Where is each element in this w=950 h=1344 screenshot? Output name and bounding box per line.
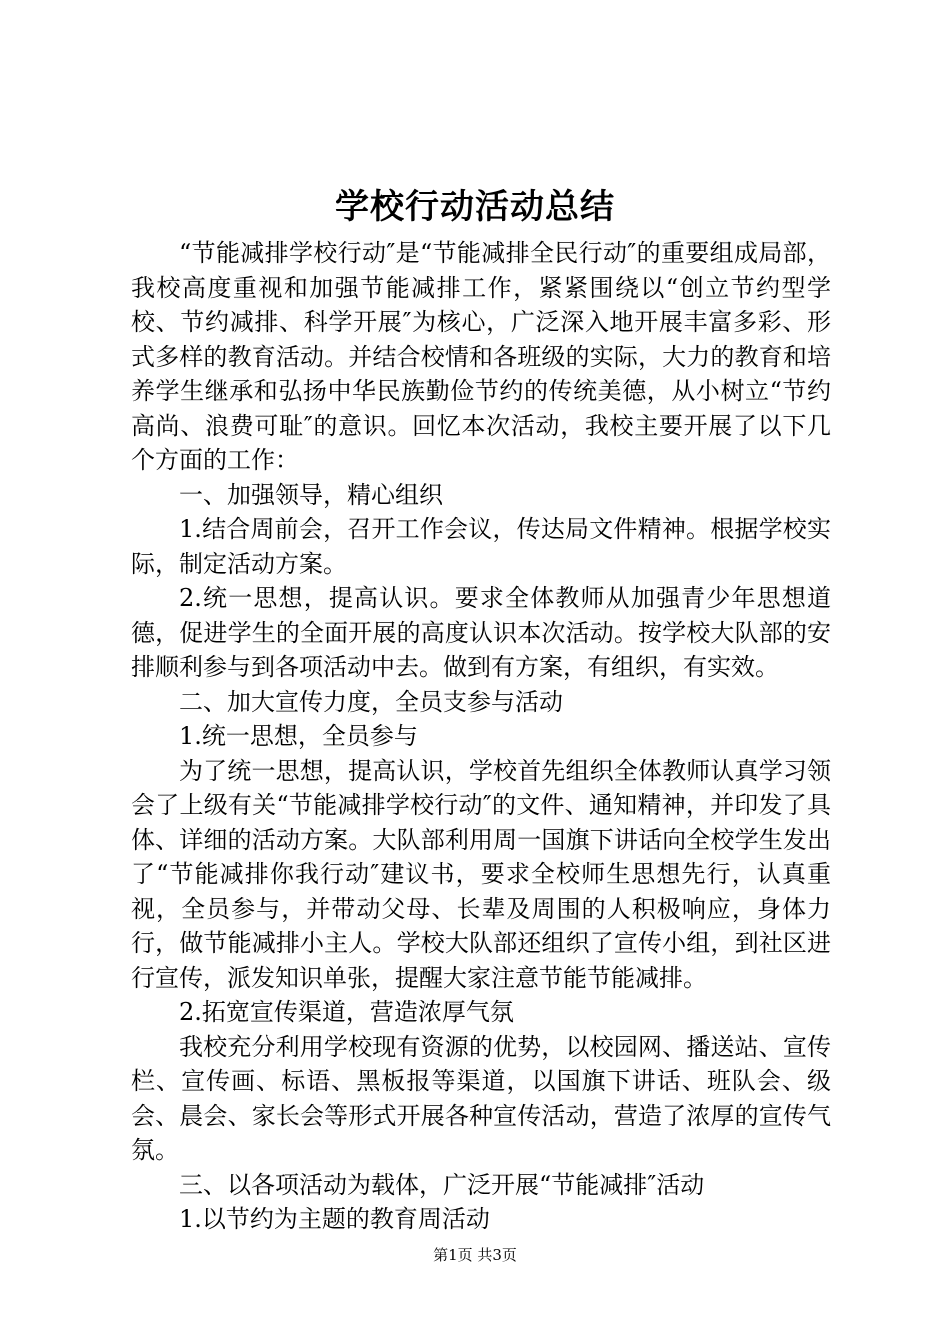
subheading-3-1: 1.以节约为主题的教育周活动	[179, 1205, 490, 1233]
paragraph-item-1-2: 2.统一思想，提高认识。要求全体教师从加强青少年思想道德，促进学生的全面开展的高度认识本次活动。按学校大队部的安排顺利参与到各项活动中去。做到有方案，有组织，有实效。	[131, 584, 831, 681]
section-heading-2: 二、加大宣传力度，全员支参与活动	[179, 687, 563, 716]
page-number: 第1页 共3页	[433, 1246, 517, 1264]
section-heading-1: 一、加强领导，精心组织	[179, 480, 443, 509]
document-title: 学校行动活动总结	[335, 187, 615, 227]
paragraph-2-1: 为了统一思想，提高认识，学校首先组织全体教师认真学习领会了上级有关“节能减排学校行动″的文件、通知精神，并印发了具体、详细的活动方案。大队部利用周一国旗下讲话向全校学生发出了“节能减排你我行动″建议书，要求全校师生思想先行，认真重视，全员参与，并带动父母、长辈及周围的人积极响应，身体力行，做节能减排小主人。学校大队部还组织了宣传小组，到社区进行宣传，派发知识单张，提醒大家注意节能节能减排。	[131, 756, 831, 992]
paragraph-item-1-1: 1.结合周前会，召开工作会议，传达局文件精神。根据学校实际，制定活动方案。	[131, 515, 831, 578]
paragraph-intro: “节能减排学校行动″是“节能减排全民行动″的重要组成局部，我校高度重视和加强节能减排工作，紧紧围绕以“创立节约型学校、节约减排、科学开展″为核心，广泛深入地开展丰富多彩、形式多样的教育活动。并结合校情和各班级的实际，大力的教育和培养学生继承和弘扬中华民族勤俭节约的传统美德，从小树立“节约高尚、浪费可耻″的意识。回忆本次活动，我校主要开展了以下几个方面的工作：	[131, 239, 831, 474]
document-body	[131, 236, 831, 1237]
subheading-2-2: 2.拓宽宣传渠道，营造浓厚气氛	[179, 998, 514, 1026]
paragraph-2-2: 我校充分利用学校现有资源的优势，以校园网、播送站、宣传栏、宣传画、标语、黑板报等渠道，以国旗下讲话、班队会、级会、晨会、家长会等形式开展各种宣传活动，营造了浓厚的宣传气氛。	[131, 1032, 831, 1164]
subheading-2-1: 1.统一思想，全员参与	[179, 722, 418, 750]
section-heading-3: 三、以各项活动为载体，广泛开展“节能减排″活动	[179, 1170, 705, 1199]
